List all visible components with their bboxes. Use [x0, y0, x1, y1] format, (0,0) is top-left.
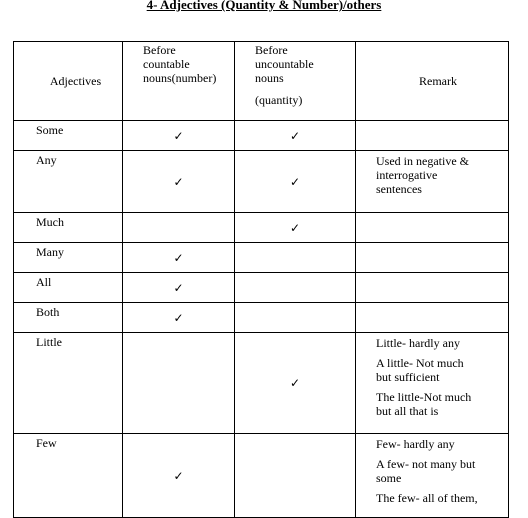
adjective-cell: Many	[14, 243, 123, 273]
remark-cell	[356, 303, 509, 333]
table-row	[14, 333, 509, 434]
uncountable-cell	[235, 151, 356, 213]
remark-line: interrogative	[376, 168, 438, 182]
uncountable-cell	[235, 121, 356, 151]
remark-cell	[356, 213, 509, 243]
remark-line: sentences	[376, 182, 422, 196]
countable-cell	[123, 303, 235, 333]
uncountable-cell	[235, 243, 356, 273]
remark-line: Used in negative &	[376, 154, 469, 168]
check-mark-icon: ✓	[173, 468, 184, 483]
header-adjectives: Adjectives	[14, 42, 123, 121]
check-mark-icon: ✓	[289, 220, 301, 235]
remark-line: A few- not many but	[376, 457, 476, 471]
adjective-cell: Much	[14, 213, 123, 243]
table-row	[14, 434, 509, 518]
check-mark-icon: ✓	[173, 310, 184, 325]
adjective-cell: Both	[14, 303, 123, 333]
uncountable-cell	[235, 333, 356, 434]
remark-cell	[356, 273, 509, 303]
remark-block	[376, 356, 504, 384]
remark-cell	[356, 121, 509, 151]
countable-cell	[123, 121, 235, 151]
table-row	[14, 213, 509, 243]
countable-cell	[123, 213, 235, 243]
adjective-cell: All	[14, 273, 123, 303]
countable-cell	[123, 273, 235, 303]
uncountable-cell	[235, 213, 356, 243]
uncountable-cell	[235, 303, 356, 333]
remark-cell	[356, 333, 509, 434]
header-remark: Remark	[356, 42, 509, 121]
table-row	[14, 273, 509, 303]
remark-line: A little- Not much	[376, 356, 464, 370]
remark-block	[376, 491, 504, 505]
remark-line: but sufficient	[376, 370, 440, 384]
countable-cell	[123, 151, 235, 213]
check-mark-icon: ✓	[173, 174, 184, 189]
remark-block	[376, 437, 504, 451]
adjective-cell: Few	[14, 434, 123, 518]
remark-cell	[356, 151, 509, 213]
remark-line: Little- hardly any	[376, 336, 460, 350]
remark-cell	[356, 243, 509, 273]
countable-cell	[123, 333, 235, 434]
uncountable-cell	[235, 273, 356, 303]
remark-line: The few- all of them,	[376, 491, 478, 505]
adjective-cell: Some	[14, 121, 123, 151]
remark-line: but all that is	[376, 404, 439, 418]
remark-line: some	[376, 471, 402, 485]
check-mark-icon: ✓	[289, 376, 301, 390]
table-header-row	[14, 42, 509, 121]
remark-block	[376, 457, 504, 485]
table-row	[14, 121, 509, 151]
countable-cell	[123, 243, 235, 273]
check-mark-icon: ✓	[289, 174, 301, 189]
countable-cell	[123, 434, 235, 518]
check-mark-icon: ✓	[173, 280, 184, 295]
remark-block	[376, 336, 504, 350]
table-row	[14, 243, 509, 273]
remark-block	[376, 390, 504, 418]
header-uncountable: Before uncountable nouns (quantity)	[235, 42, 356, 121]
adjective-cell: Little	[14, 333, 123, 434]
check-mark-icon: ✓	[173, 250, 184, 265]
adjectives-table	[13, 41, 509, 518]
check-mark-icon: ✓	[173, 128, 184, 143]
remark-block	[376, 154, 504, 196]
table-row	[14, 303, 509, 333]
check-mark-icon: ✓	[289, 128, 301, 143]
remark-line: Few- hardly any	[376, 437, 455, 451]
document-title: 4- Adjectives (Quantity & Number)/others	[146, 0, 382, 12]
header-countable: Before countable nouns(number)	[123, 42, 235, 121]
remark-line: The little-Not much	[376, 390, 472, 404]
uncountable-cell	[235, 434, 356, 518]
remark-cell	[356, 434, 509, 518]
table-row	[14, 151, 509, 213]
adjective-cell: Any	[14, 151, 123, 213]
